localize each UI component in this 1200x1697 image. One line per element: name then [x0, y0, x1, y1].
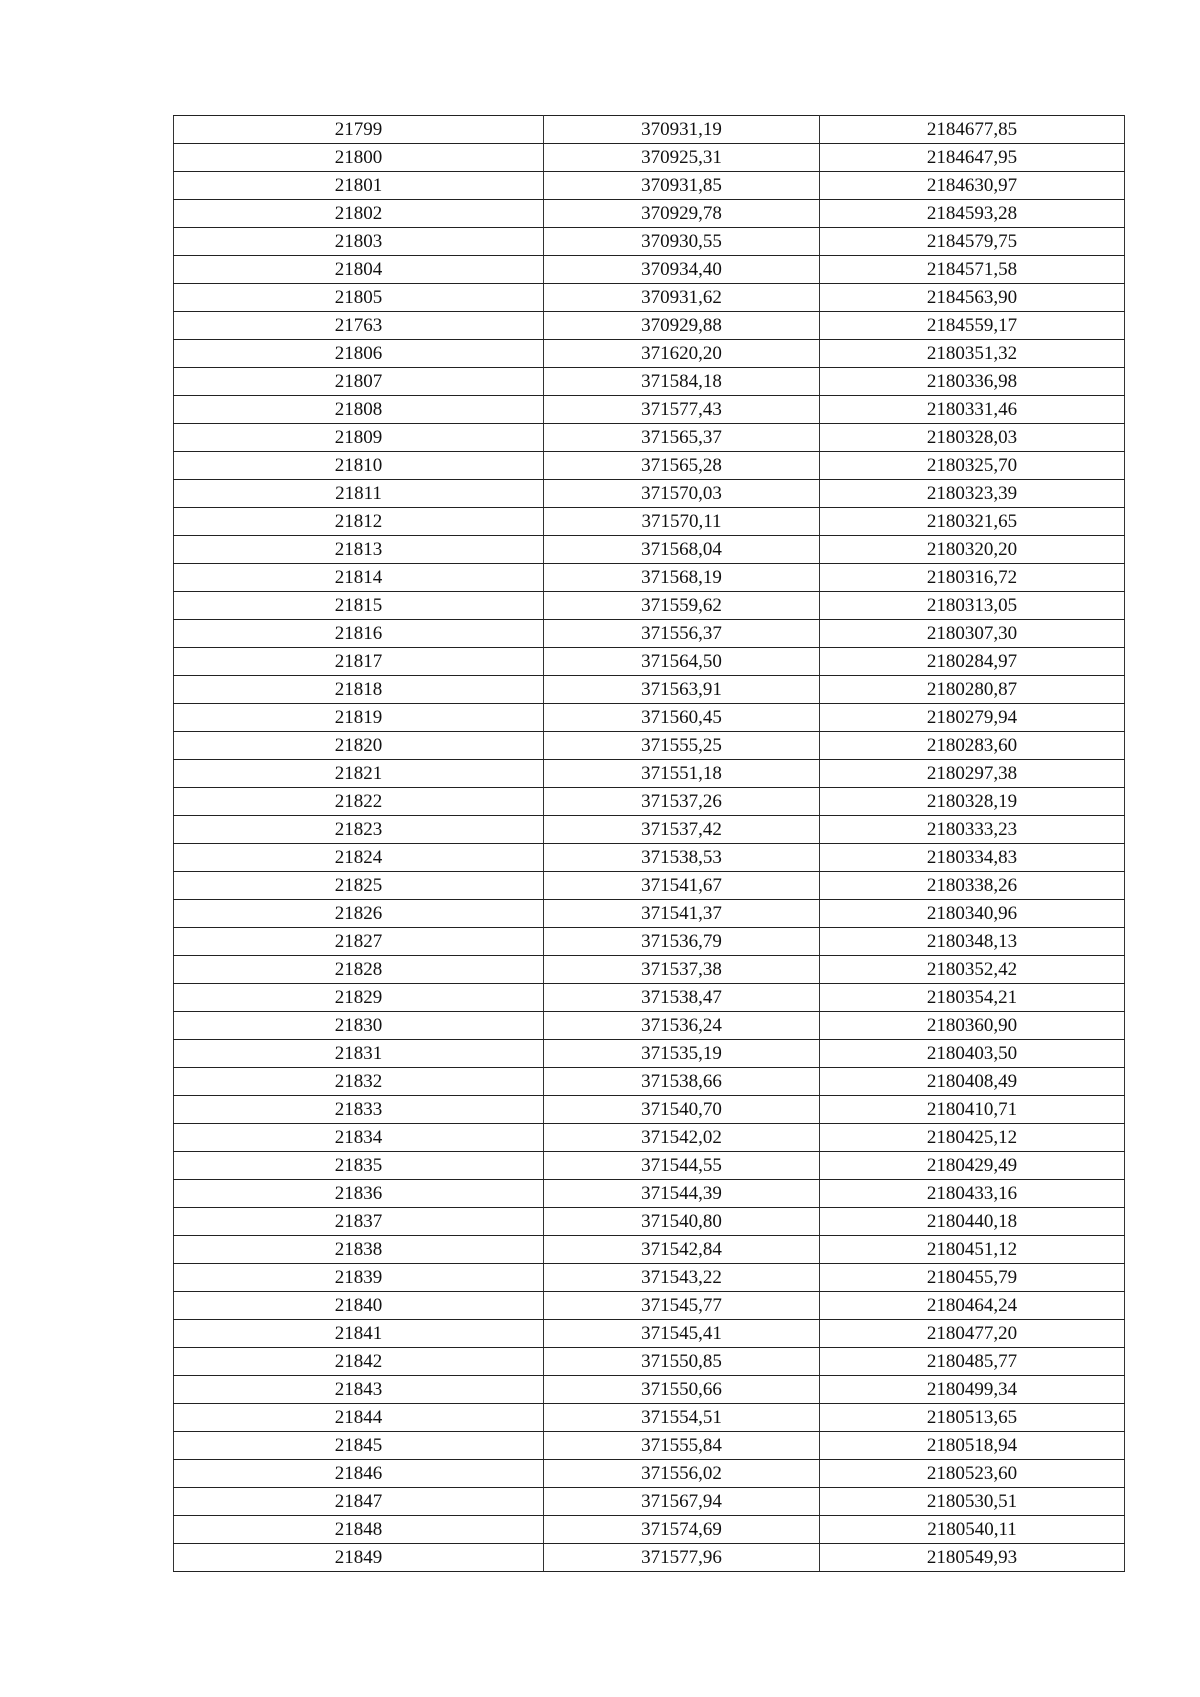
- y-coordinate-cell: 2184647,95: [820, 144, 1125, 172]
- y-coordinate-cell: 2180321,65: [820, 508, 1125, 536]
- table-row: [174, 1432, 1125, 1460]
- y-coordinate-cell: 2180283,60: [820, 732, 1125, 760]
- y-coordinate-cell: 2180513,65: [820, 1404, 1125, 1432]
- y-coordinate-cell: 2180323,39: [820, 480, 1125, 508]
- point-number-cell: 21812: [174, 508, 544, 536]
- table-row: [174, 788, 1125, 816]
- point-number-cell: 21831: [174, 1040, 544, 1068]
- y-coordinate-cell: 2180307,30: [820, 620, 1125, 648]
- table-row: [174, 284, 1125, 312]
- table-row: [174, 676, 1125, 704]
- point-number-cell: 21847: [174, 1488, 544, 1516]
- point-number-cell: 21833: [174, 1096, 544, 1124]
- point-number-cell: 21814: [174, 564, 544, 592]
- y-coordinate-cell: 2180549,93: [820, 1544, 1125, 1572]
- y-coordinate-cell: 2184563,90: [820, 284, 1125, 312]
- x-coordinate-cell: 371555,25: [544, 732, 820, 760]
- table-row: [174, 1124, 1125, 1152]
- y-coordinate-cell: 2180279,94: [820, 704, 1125, 732]
- point-number-cell: 21815: [174, 592, 544, 620]
- point-number-cell: 21827: [174, 928, 544, 956]
- y-coordinate-cell: 2180451,12: [820, 1236, 1125, 1264]
- y-coordinate-cell: 2180477,20: [820, 1320, 1125, 1348]
- table-row: [174, 1012, 1125, 1040]
- table-row: [174, 592, 1125, 620]
- table-row: [174, 1292, 1125, 1320]
- y-coordinate-cell: 2184630,97: [820, 172, 1125, 200]
- table-row: [174, 1488, 1125, 1516]
- x-coordinate-cell: 371540,80: [544, 1208, 820, 1236]
- point-number-cell: 21820: [174, 732, 544, 760]
- point-number-cell: 21832: [174, 1068, 544, 1096]
- y-coordinate-cell: 2184593,28: [820, 200, 1125, 228]
- y-coordinate-cell: 2180351,32: [820, 340, 1125, 368]
- table-row: [174, 396, 1125, 424]
- table-row: [174, 1208, 1125, 1236]
- x-coordinate-cell: 370925,31: [544, 144, 820, 172]
- point-number-cell: 21808: [174, 396, 544, 424]
- point-number-cell: 21816: [174, 620, 544, 648]
- table-row: [174, 116, 1125, 144]
- point-number-cell: 21805: [174, 284, 544, 312]
- y-coordinate-cell: 2184571,58: [820, 256, 1125, 284]
- x-coordinate-cell: 371544,39: [544, 1180, 820, 1208]
- table-row: [174, 1096, 1125, 1124]
- x-coordinate-cell: 371560,45: [544, 704, 820, 732]
- table-row: [174, 648, 1125, 676]
- table-row: [174, 1180, 1125, 1208]
- y-coordinate-cell: 2180328,19: [820, 788, 1125, 816]
- x-coordinate-cell: 371551,18: [544, 760, 820, 788]
- table-row: [174, 1152, 1125, 1180]
- y-coordinate-cell: 2180518,94: [820, 1432, 1125, 1460]
- y-coordinate-cell: 2180284,97: [820, 648, 1125, 676]
- y-coordinate-cell: 2180313,05: [820, 592, 1125, 620]
- table-row: [174, 1348, 1125, 1376]
- x-coordinate-cell: 370931,19: [544, 116, 820, 144]
- x-coordinate-cell: 370931,62: [544, 284, 820, 312]
- point-number-cell: 21811: [174, 480, 544, 508]
- x-coordinate-cell: 370931,85: [544, 172, 820, 200]
- y-coordinate-cell: 2180440,18: [820, 1208, 1125, 1236]
- y-coordinate-cell: 2180485,77: [820, 1348, 1125, 1376]
- point-number-cell: 21804: [174, 256, 544, 284]
- x-coordinate-cell: 371541,37: [544, 900, 820, 928]
- x-coordinate-cell: 371570,03: [544, 480, 820, 508]
- point-number-cell: 21763: [174, 312, 544, 340]
- x-coordinate-cell: 371545,77: [544, 1292, 820, 1320]
- x-coordinate-cell: 371538,47: [544, 984, 820, 1012]
- point-number-cell: 21809: [174, 424, 544, 452]
- x-coordinate-cell: 371563,91: [544, 676, 820, 704]
- x-coordinate-cell: 371570,11: [544, 508, 820, 536]
- table-row: [174, 200, 1125, 228]
- y-coordinate-cell: 2180354,21: [820, 984, 1125, 1012]
- y-coordinate-cell: 2180352,42: [820, 956, 1125, 984]
- y-coordinate-cell: 2180523,60: [820, 1460, 1125, 1488]
- table-row: [174, 144, 1125, 172]
- x-coordinate-cell: 370929,88: [544, 312, 820, 340]
- point-number-cell: 21826: [174, 900, 544, 928]
- y-coordinate-cell: 2180331,46: [820, 396, 1125, 424]
- point-number-cell: 21835: [174, 1152, 544, 1180]
- coordinates-table: [173, 115, 1125, 1572]
- table-row: [174, 1376, 1125, 1404]
- table-row: [174, 984, 1125, 1012]
- y-coordinate-cell: 2180499,34: [820, 1376, 1125, 1404]
- table-row: [174, 312, 1125, 340]
- x-coordinate-cell: 371538,66: [544, 1068, 820, 1096]
- x-coordinate-cell: 371544,55: [544, 1152, 820, 1180]
- coordinates-table-body: [174, 116, 1125, 1572]
- table-row: [174, 508, 1125, 536]
- x-coordinate-cell: 371564,50: [544, 648, 820, 676]
- table-row: [174, 536, 1125, 564]
- point-number-cell: 21806: [174, 340, 544, 368]
- y-coordinate-cell: 2180540,11: [820, 1516, 1125, 1544]
- x-coordinate-cell: 371537,26: [544, 788, 820, 816]
- y-coordinate-cell: 2180280,87: [820, 676, 1125, 704]
- y-coordinate-cell: 2180334,83: [820, 844, 1125, 872]
- y-coordinate-cell: 2180328,03: [820, 424, 1125, 452]
- point-number-cell: 21830: [174, 1012, 544, 1040]
- y-coordinate-cell: 2180333,23: [820, 816, 1125, 844]
- x-coordinate-cell: 370929,78: [544, 200, 820, 228]
- x-coordinate-cell: 371565,28: [544, 452, 820, 480]
- x-coordinate-cell: 371565,37: [544, 424, 820, 452]
- table-row: [174, 424, 1125, 452]
- point-number-cell: 21846: [174, 1460, 544, 1488]
- x-coordinate-cell: 371568,19: [544, 564, 820, 592]
- y-coordinate-cell: 2180429,49: [820, 1152, 1125, 1180]
- x-coordinate-cell: 371559,62: [544, 592, 820, 620]
- point-number-cell: 21848: [174, 1516, 544, 1544]
- y-coordinate-cell: 2180530,51: [820, 1488, 1125, 1516]
- y-coordinate-cell: 2184559,17: [820, 312, 1125, 340]
- point-number-cell: 21817: [174, 648, 544, 676]
- table-row: [174, 564, 1125, 592]
- table-row: [174, 172, 1125, 200]
- table-row: [174, 452, 1125, 480]
- point-number-cell: 21799: [174, 116, 544, 144]
- point-number-cell: 21837: [174, 1208, 544, 1236]
- y-coordinate-cell: 2180320,20: [820, 536, 1125, 564]
- x-coordinate-cell: 371536,79: [544, 928, 820, 956]
- table-row: [174, 256, 1125, 284]
- x-coordinate-cell: 371620,20: [544, 340, 820, 368]
- point-number-cell: 21818: [174, 676, 544, 704]
- x-coordinate-cell: 371535,19: [544, 1040, 820, 1068]
- x-coordinate-cell: 371556,02: [544, 1460, 820, 1488]
- table-row: [174, 480, 1125, 508]
- x-coordinate-cell: 371574,69: [544, 1516, 820, 1544]
- x-coordinate-cell: 371538,53: [544, 844, 820, 872]
- y-coordinate-cell: 2180338,26: [820, 872, 1125, 900]
- x-coordinate-cell: 371550,85: [544, 1348, 820, 1376]
- table-row: [174, 900, 1125, 928]
- table-row: [174, 1516, 1125, 1544]
- x-coordinate-cell: 371554,51: [544, 1404, 820, 1432]
- x-coordinate-cell: 371550,66: [544, 1376, 820, 1404]
- y-coordinate-cell: 2180464,24: [820, 1292, 1125, 1320]
- table-row: [174, 732, 1125, 760]
- point-number-cell: 21842: [174, 1348, 544, 1376]
- table-row: [174, 620, 1125, 648]
- table-row: [174, 760, 1125, 788]
- x-coordinate-cell: 370934,40: [544, 256, 820, 284]
- table-row: [174, 928, 1125, 956]
- point-number-cell: 21810: [174, 452, 544, 480]
- x-coordinate-cell: 371567,94: [544, 1488, 820, 1516]
- x-coordinate-cell: 371556,37: [544, 620, 820, 648]
- point-number-cell: 21834: [174, 1124, 544, 1152]
- point-number-cell: 21849: [174, 1544, 544, 1572]
- y-coordinate-cell: 2184579,75: [820, 228, 1125, 256]
- y-coordinate-cell: 2180408,49: [820, 1068, 1125, 1096]
- point-number-cell: 21841: [174, 1320, 544, 1348]
- point-number-cell: 21829: [174, 984, 544, 1012]
- table-row: [174, 1460, 1125, 1488]
- table-row: [174, 704, 1125, 732]
- point-number-cell: 21822: [174, 788, 544, 816]
- x-coordinate-cell: 371536,24: [544, 1012, 820, 1040]
- x-coordinate-cell: 371545,41: [544, 1320, 820, 1348]
- x-coordinate-cell: 371543,22: [544, 1264, 820, 1292]
- x-coordinate-cell: 370930,55: [544, 228, 820, 256]
- table-row: [174, 956, 1125, 984]
- point-number-cell: 21821: [174, 760, 544, 788]
- y-coordinate-cell: 2180348,13: [820, 928, 1125, 956]
- point-number-cell: 21813: [174, 536, 544, 564]
- table-row: [174, 1264, 1125, 1292]
- point-number-cell: 21819: [174, 704, 544, 732]
- y-coordinate-cell: 2180455,79: [820, 1264, 1125, 1292]
- point-number-cell: 21839: [174, 1264, 544, 1292]
- y-coordinate-cell: 2180433,16: [820, 1180, 1125, 1208]
- point-number-cell: 21828: [174, 956, 544, 984]
- y-coordinate-cell: 2180297,38: [820, 760, 1125, 788]
- point-number-cell: 21807: [174, 368, 544, 396]
- x-coordinate-cell: 371542,02: [544, 1124, 820, 1152]
- point-number-cell: 21843: [174, 1376, 544, 1404]
- table-row: [174, 872, 1125, 900]
- y-coordinate-cell: 2180325,70: [820, 452, 1125, 480]
- table-row: [174, 1404, 1125, 1432]
- point-number-cell: 21840: [174, 1292, 544, 1320]
- table-row: [174, 1040, 1125, 1068]
- y-coordinate-cell: 2180425,12: [820, 1124, 1125, 1152]
- x-coordinate-cell: 371540,70: [544, 1096, 820, 1124]
- x-coordinate-cell: 371577,43: [544, 396, 820, 424]
- point-number-cell: 21800: [174, 144, 544, 172]
- table-row: [174, 1320, 1125, 1348]
- table-row: [174, 1544, 1125, 1572]
- point-number-cell: 21823: [174, 816, 544, 844]
- y-coordinate-cell: 2180410,71: [820, 1096, 1125, 1124]
- y-coordinate-cell: 2180403,50: [820, 1040, 1125, 1068]
- y-coordinate-cell: 2180336,98: [820, 368, 1125, 396]
- y-coordinate-cell: 2180340,96: [820, 900, 1125, 928]
- y-coordinate-cell: 2180360,90: [820, 1012, 1125, 1040]
- point-number-cell: 21801: [174, 172, 544, 200]
- table-row: [174, 844, 1125, 872]
- point-number-cell: 21825: [174, 872, 544, 900]
- x-coordinate-cell: 371577,96: [544, 1544, 820, 1572]
- point-number-cell: 21802: [174, 200, 544, 228]
- point-number-cell: 21845: [174, 1432, 544, 1460]
- x-coordinate-cell: 371584,18: [544, 368, 820, 396]
- point-number-cell: 21824: [174, 844, 544, 872]
- x-coordinate-cell: 371541,67: [544, 872, 820, 900]
- table-row: [174, 228, 1125, 256]
- table-row: [174, 1236, 1125, 1264]
- y-coordinate-cell: 2180316,72: [820, 564, 1125, 592]
- table-row: [174, 1068, 1125, 1096]
- x-coordinate-cell: 371537,42: [544, 816, 820, 844]
- x-coordinate-cell: 371542,84: [544, 1236, 820, 1264]
- point-number-cell: 21844: [174, 1404, 544, 1432]
- x-coordinate-cell: 371537,38: [544, 956, 820, 984]
- table-row: [174, 816, 1125, 844]
- point-number-cell: 21803: [174, 228, 544, 256]
- x-coordinate-cell: 371555,84: [544, 1432, 820, 1460]
- point-number-cell: 21838: [174, 1236, 544, 1264]
- point-number-cell: 21836: [174, 1180, 544, 1208]
- y-coordinate-cell: 2184677,85: [820, 116, 1125, 144]
- x-coordinate-cell: 371568,04: [544, 536, 820, 564]
- table-row: [174, 340, 1125, 368]
- table-row: [174, 368, 1125, 396]
